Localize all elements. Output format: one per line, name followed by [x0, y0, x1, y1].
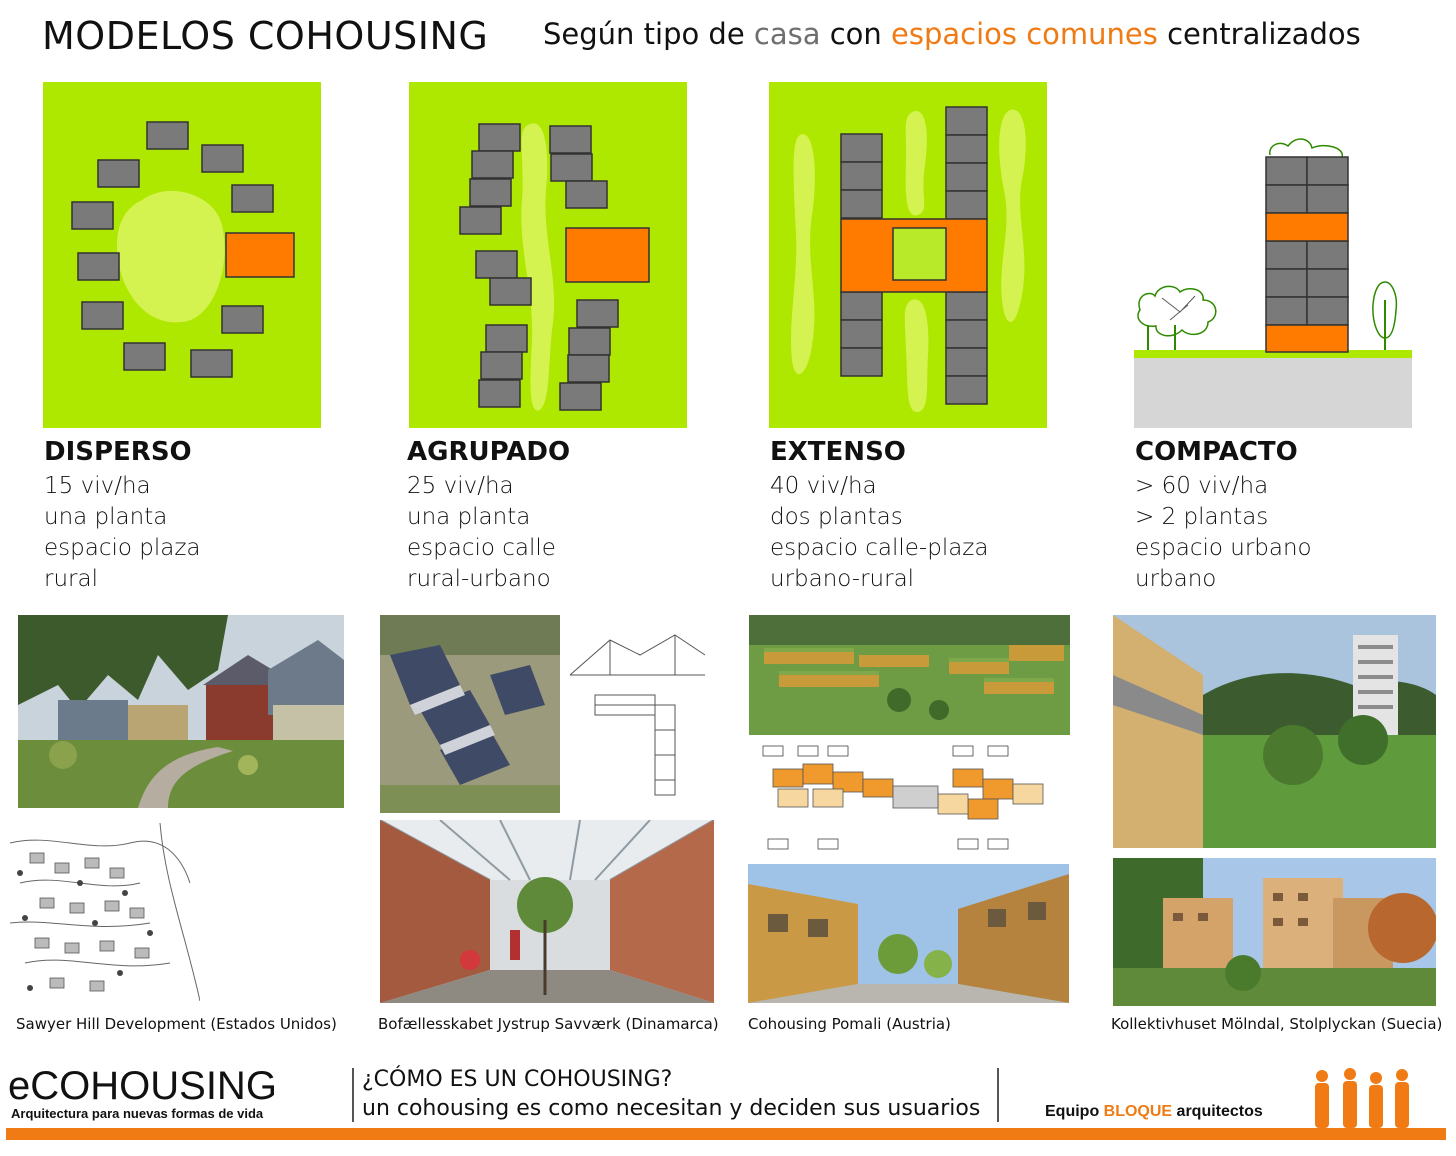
- model-space: espacio urbano: [1135, 535, 1312, 561]
- subtitle-casa: casa: [753, 17, 821, 51]
- footer-orange-bar: [6, 1128, 1446, 1140]
- model-setting: urbano: [1135, 566, 1217, 592]
- model-diagrams: [0, 0, 1456, 440]
- model-space: espacio plaza: [44, 535, 201, 561]
- diagram-pomali-axonometric: [758, 744, 1063, 856]
- caption-pomali: Cohousing Pomali (Austria): [748, 1015, 951, 1033]
- common-house: [566, 228, 649, 282]
- model-name: DISPERSO: [44, 437, 192, 467]
- team-credit: [1045, 1103, 1263, 1121]
- tree-left-icon: [1138, 286, 1216, 350]
- model-space: espacio calle-plaza: [770, 535, 989, 561]
- subtitle-text-3: centralizados: [1157, 17, 1361, 51]
- team-bloque: BLOQUE: [1103, 1103, 1173, 1120]
- model-space: espacio calle: [407, 535, 556, 561]
- footer-divider-right: [997, 1068, 999, 1122]
- people-silhouettes-icon: [1300, 1068, 1420, 1128]
- footer-divider-left: [352, 1068, 354, 1122]
- common-house: [226, 233, 294, 277]
- page-title: MODELOS COHOUSING: [42, 14, 489, 58]
- subtitle-text-2: con: [820, 17, 892, 51]
- photo-pomali-street: [748, 864, 1069, 1003]
- model-floors: > 2 plantas: [1135, 504, 1269, 530]
- model-setting: urbano-rural: [770, 566, 915, 592]
- roof-garden: [1270, 139, 1343, 157]
- team-text-2: arquitectos: [1172, 1103, 1263, 1120]
- model-agrupado-info: [407, 437, 570, 595]
- model-density: 40 viv/ha: [770, 473, 877, 499]
- ground: [1134, 358, 1412, 428]
- model-floors: una planta: [44, 504, 168, 530]
- model-disperso-info: [44, 437, 201, 595]
- model-setting: rural-urbano: [407, 566, 551, 592]
- model-name: EXTENSO: [770, 437, 906, 467]
- model-density: 25 viv/ha: [407, 473, 514, 499]
- model-name: COMPACTO: [1135, 437, 1298, 467]
- model-extenso-info: [770, 437, 988, 595]
- diagram-extenso: [769, 82, 1047, 428]
- brand-tagline: Arquitectura para nuevas formas de vida: [11, 1106, 264, 1121]
- diagram-compacto: [1134, 139, 1412, 428]
- common-floor-ground: [1266, 325, 1348, 352]
- green-strip-top: [906, 111, 927, 216]
- caption-jystrup: Bofællesskabet Jystrup Savværk (Dinamarca): [378, 1015, 719, 1033]
- footer-question: ¿CÓMO ES UN COHOUSING?: [362, 1067, 673, 1092]
- model-density: 15 viv/ha: [44, 473, 151, 499]
- model-floors: una planta: [407, 504, 531, 530]
- diagram-disperso: [43, 82, 321, 428]
- green-strip-bottom: [905, 299, 929, 412]
- model-compacto-info: [1135, 437, 1312, 595]
- subtitle-espacios-comunes: espacios comunes: [891, 17, 1158, 51]
- tree-right-icon: [1373, 282, 1396, 350]
- common-floor-upper: [1266, 213, 1348, 241]
- team-text-1: Equipo: [1045, 1103, 1104, 1120]
- photo-jystrup-glazed-street: [380, 820, 714, 1003]
- inner-courtyard: [893, 228, 946, 280]
- caption-molndal: Kollektivhuset Mölndal, Stolplyckan (Suecia): [1111, 1015, 1443, 1033]
- photo-jystrup-aerial: [380, 615, 560, 813]
- model-floors: dos plantas: [770, 504, 903, 530]
- photo-molndal-terrace: [1113, 615, 1436, 848]
- model-setting: rural: [44, 566, 98, 592]
- drawing-jystrup-section-plan: [565, 620, 710, 805]
- model-name: AGRUPADO: [407, 437, 571, 467]
- photo-pomali-aerial: [749, 615, 1070, 735]
- model-density: > 60 viv/ha: [1135, 473, 1269, 499]
- footer-answer: un cohousing es como necesitan y deciden sus usuarios: [362, 1096, 981, 1121]
- photo-molndal-blocks: [1113, 858, 1436, 1006]
- photo-sawyer-hill-street: [18, 615, 344, 808]
- diagram-agrupado: [409, 82, 687, 428]
- subtitle-text-1: Según tipo de: [543, 17, 754, 51]
- plan-sawyer-hill: [10, 823, 200, 1001]
- brand-logo-text: eCOHOUSING: [8, 1064, 277, 1108]
- caption-sawyer-hill: Sawyer Hill Development (Estados Unidos): [16, 1015, 337, 1033]
